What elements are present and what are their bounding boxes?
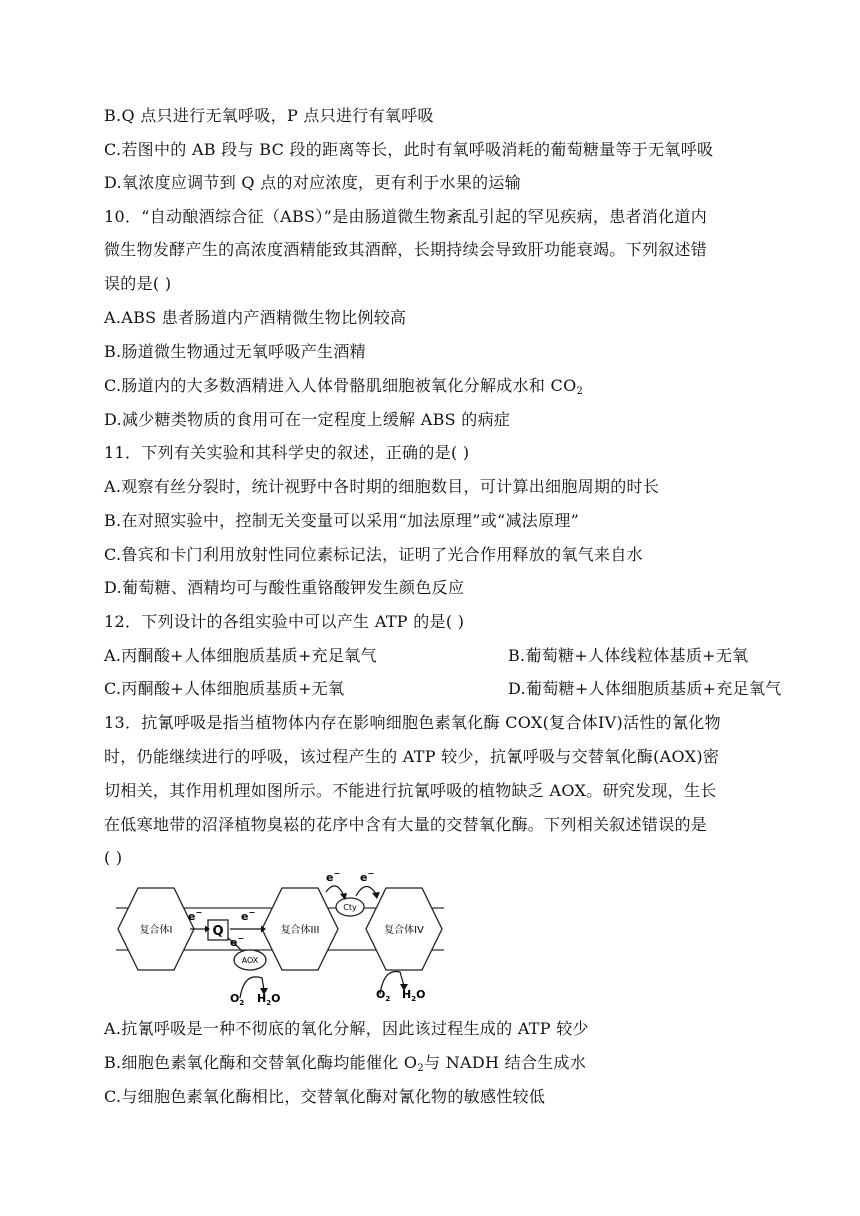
question-10-line-1: 10．“自动酿酒综合征（ABS）”是由肠道微生物紊乱引起的罕见疾病，患者消化道内 — [104, 207, 707, 226]
aox-o2-label: $O_2$ — [230, 992, 245, 1007]
question-11: 11．下列有关实验和其科学史的叙述，正确的是( ) — [104, 443, 470, 462]
option-12d: D.葡萄糖+人体细胞质基质+充足氧气 — [508, 679, 782, 698]
complex-4-label: 复合体IV — [384, 925, 424, 936]
complex-1-label: 复合体I — [139, 925, 173, 936]
question-13-line-2: 时，仍能继续进行的呼吸，该过程产生的 ATP 较少，抗氰呼吸与交替氧化酶(AOX)密 — [104, 747, 720, 766]
option-12a: A.丙酮酸+人体细胞质基质+充足氧气 — [104, 646, 377, 665]
electron-transport-diagram — [104, 868, 454, 1008]
electron-label-2: e− — [241, 908, 256, 923]
option-11d: D.葡萄糖、酒精均可与酸性重铬酸钾发生颜色反应 — [104, 578, 465, 597]
aox-h2o-label: $H_2O$ — [257, 992, 281, 1007]
option-13c: C.与细胞色素氧化酶相比，交替氧化酶对氰化物的敏感性较低 — [104, 1087, 546, 1106]
arrow-cty-to-complex4 — [356, 886, 376, 896]
option-10a: A.ABS 患者肠道内产酒精微生物比例较高 — [104, 308, 407, 327]
question-13-line-1: 13．抗氰呼吸是指当植物体内存在影响细胞色素氧化酶 COX(复合体IV)活性的氰化物 — [104, 713, 721, 732]
option-9c: C.若图中的 AB 段与 BC 段的距离等长，此时有氧呼吸消耗的葡萄糖量等于无氧呼吸 — [104, 140, 714, 159]
options-12-row-1 — [104, 646, 764, 666]
complex-3-label: 复合体III — [280, 925, 320, 936]
complex4-o2-label: $O_2$ — [376, 988, 391, 1003]
option-12c: C.丙酮酸+人体细胞质基质+无氧 — [104, 679, 345, 698]
option-9d: D.氧浓度应调节到 Q 点的对应浓度，更有利于水果的运输 — [104, 173, 522, 192]
complex4-h2o-label: $H_2O$ — [402, 988, 426, 1003]
option-10c-text: C.肠道内的大多数酒精进入人体骨骼肌细胞被氧化分解成水和 CO — [104, 376, 577, 395]
question-12: 12．下列设计的各组实验中可以产生 ATP 的是( ) — [104, 612, 465, 631]
cty-label: Cty — [343, 903, 357, 912]
o2-subscript: 2 — [417, 1063, 425, 1074]
q-label: Q — [212, 924, 224, 939]
question-10-line-3: 误的是( ) — [104, 274, 172, 293]
option-11b: B.在对照实验中，控制无关变量可以采用“加法原理”或“减法原理” — [104, 511, 580, 530]
electron-label-5: e− — [360, 869, 375, 884]
option-11a: A.观察有丝分裂时，统计视野中各时期的细胞数目，可计算出细胞周期的时长 — [104, 477, 660, 496]
co2-subscript: 2 — [576, 386, 584, 397]
electron-label-3: e− — [230, 934, 245, 949]
options-12-row-2 — [104, 679, 782, 699]
option-13b-text-1: B.细胞色素氧化酶和交替氧化酶均能催化 O — [104, 1053, 418, 1072]
option-10d: D.减少糖类物质的食用可在一定程度上缓解 ABS 的病症 — [104, 410, 511, 429]
electron-label-1: e− — [188, 908, 203, 923]
option-13b-text-2: 与 NADH 结合生成水 — [424, 1053, 587, 1072]
electron-label-4: e− — [326, 869, 341, 884]
question-10-line-2: 微生物发酵产生的高浓度酒精能致其酒醉，长期持续会导致肝功能衰竭。下列叙述错 — [104, 240, 708, 259]
option-11c: C.鲁宾和卡门利用放射性同位素标记法，证明了光合作用释放的氧气来自水 — [104, 545, 643, 564]
arrowhead-cty-to-complex4 — [372, 892, 380, 899]
option-13b — [104, 1053, 764, 1079]
option-10b: B.肠道微生物通过无氧呼吸产生酒精 — [104, 342, 366, 361]
option-9b: B.Q 点只进行无氧呼吸，P 点只进行有氧呼吸 — [104, 106, 434, 125]
option-10c — [104, 376, 764, 402]
question-13-line-4: 在低寒地带的沼泽植物臭崧的花序中含有大量的交替氧化酶。下列相关叙述错误的是 — [104, 815, 708, 834]
question-13-line-5: ( ) — [104, 848, 123, 867]
question-13-line-3: 切相关，其作用机理如图所示。不能进行抗氰呼吸的植物缺乏 AOX。研究发现，生长 — [104, 781, 717, 800]
option-12b: B.葡萄糖+人体线粒体基质+无氧 — [508, 646, 749, 665]
option-13a: A.抗氰呼吸是一种不彻底的氧化分解，因此该过程生成的 ATP 较少 — [104, 1019, 589, 1038]
aox-label: AOX — [241, 956, 259, 965]
